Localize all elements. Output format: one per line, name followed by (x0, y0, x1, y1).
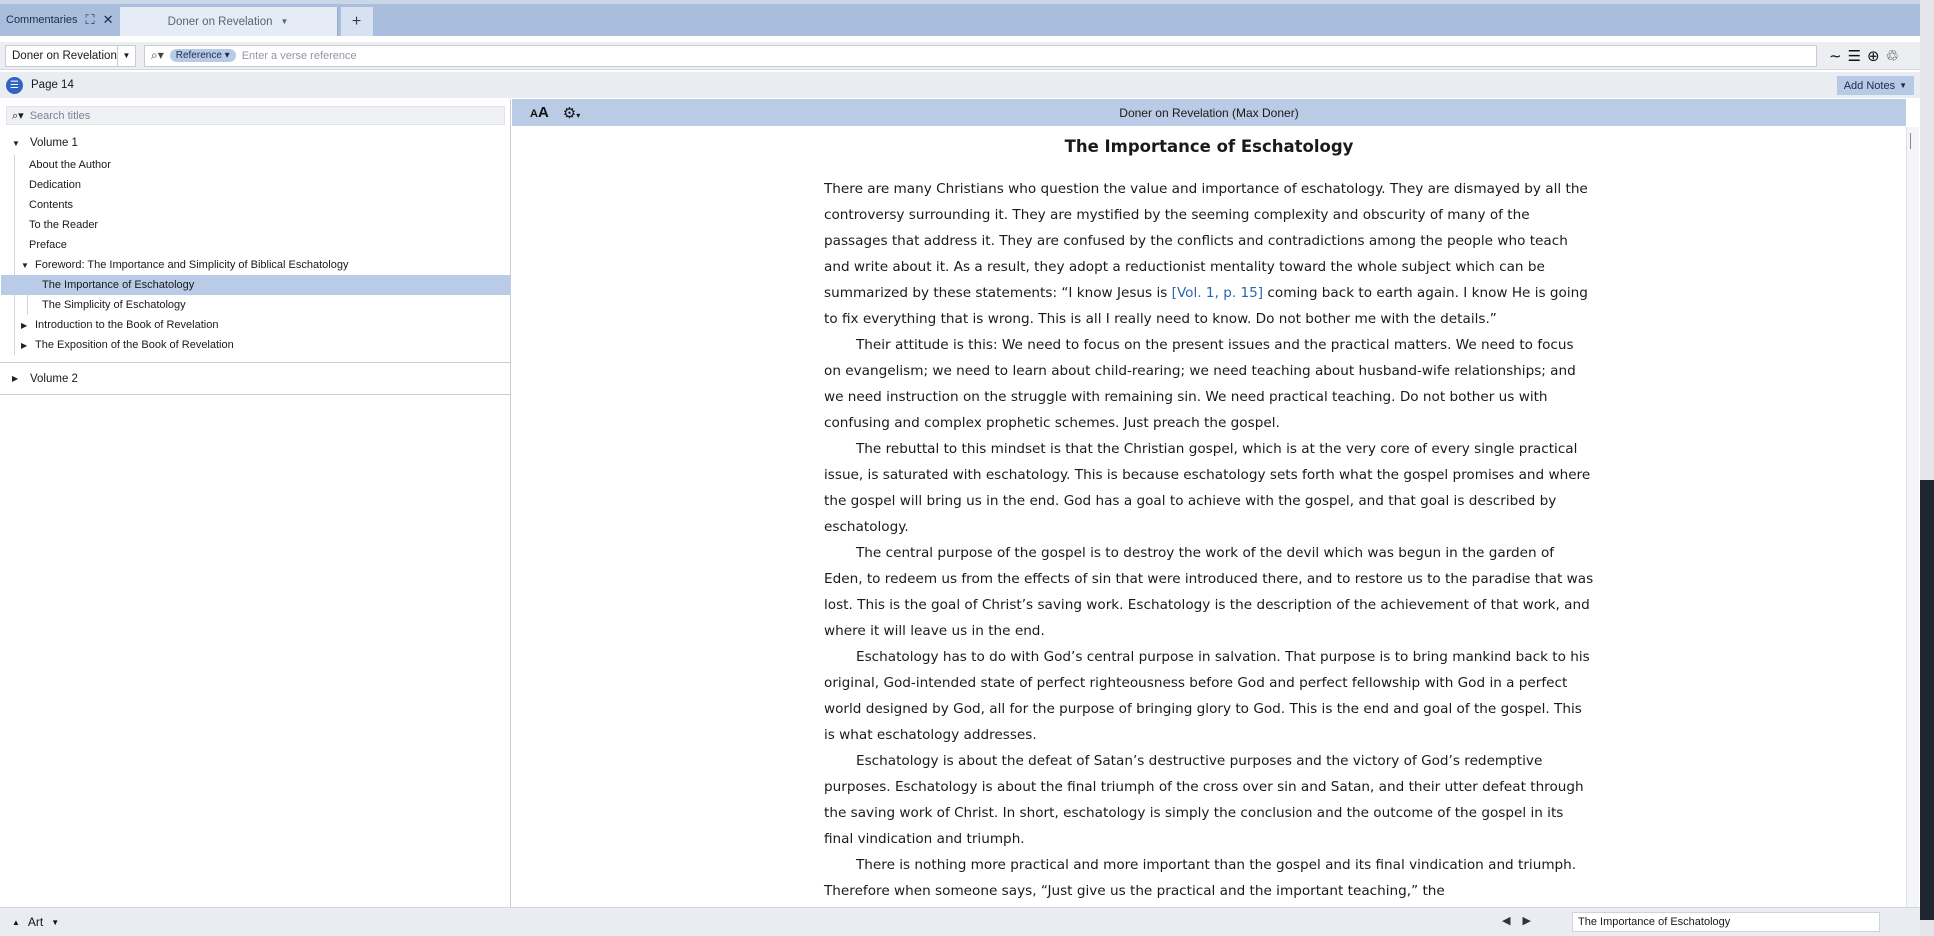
chevron-down-icon[interactable]: ▼ (280, 17, 289, 26)
bottom-bar (0, 907, 1920, 936)
resource-name: Doner on Revelation (12, 49, 117, 62)
scroll-thumb[interactable] (1910, 133, 1916, 149)
collapse-triangle-icon[interactable]: ▲ (12, 917, 20, 927)
paragraph-text: There are many Christians who question the value and importance of eschatology. They are dismayed by all the controversy surrounding it. They are mystified by the seeming complexity and obscurity of many of the passages that address it. They are confused by the conflicts and contradictions among the people who teach and write about it. As a result, they adopt a reductionist mentality toward the whole subject which can be summarized by these statements: “I know Jesus is (824, 181, 1588, 301)
expanded-triangle-icon[interactable]: ▼ (12, 138, 20, 148)
toc-item-dedication[interactable]: Dedication (29, 179, 81, 191)
introduction-label: Introduction to the Book of Revelation (35, 319, 219, 331)
search-icon[interactable]: ⌕▾ (12, 109, 24, 122)
toc-item-introduction[interactable] (15, 315, 510, 335)
collapsed-triangle-icon[interactable]: ▶ (21, 320, 28, 330)
new-tab-button[interactable]: + (341, 7, 373, 36)
art-label: Art (27, 915, 44, 929)
collapsed-triangle-icon[interactable]: ▶ (21, 340, 28, 350)
title-search[interactable] (6, 106, 505, 125)
reference-type-pill[interactable]: Reference ▾ (170, 49, 236, 62)
search-titles-input[interactable] (30, 110, 504, 122)
chevron-down-icon: ▼ (1899, 81, 1907, 90)
gear-icon[interactable]: ⚙▾ (562, 104, 581, 122)
font-size-button[interactable]: AA (530, 104, 549, 121)
toc-item-importance-of-eschatology[interactable]: The Importance of Eschatology (1, 275, 510, 295)
article-heading: The Importance of Eschatology (1064, 137, 1354, 156)
toc-item-contents[interactable]: Contents (29, 199, 74, 211)
nav-arrows (1502, 914, 1531, 927)
window-edge (1920, 0, 1934, 936)
toc-item-simplicity-of-eschatology[interactable]: The Simplicity of Eschatology (42, 299, 186, 311)
table-of-contents (0, 99, 511, 907)
visual-filter-icon[interactable]: ∼ (1829, 47, 1842, 65)
toc-item-about-author[interactable]: About the Author (29, 159, 111, 171)
toc-tree (0, 133, 510, 363)
paragraph: Eschatology has to do with God’s central purpose in salvation. That purpose is to bring mankind back to his original, God-intended state of perfect righteousness before God and perfect fellowship with God in a perfect world designed by God, all for the purpose of bringing glory to God. This is the end and goal of the gospel. This is what eschatology addresses. (824, 649, 1590, 743)
paragraph (824, 176, 1594, 332)
reference-box[interactable] (144, 45, 1817, 67)
reader-title: Doner on Revelation (Max Doner) (1119, 105, 1299, 120)
toolbar-icons (1829, 47, 1899, 65)
add-notes-button[interactable] (1837, 76, 1914, 95)
collapsed-triangle-icon[interactable]: ▶ (12, 374, 19, 383)
foreword-label: Foreword: The Importance and Simplicity of Biblical Eschatology (35, 259, 349, 271)
reference-pill-label: Reference (175, 50, 222, 61)
reader-pane (512, 99, 1906, 907)
toolbar (0, 42, 1934, 70)
paragraph: There is nothing more practical and more important than the gospel and its final vindication and triumph. Therefore when someone says, “Just give us the practical and the important teaching,” the (824, 857, 1577, 899)
paragraph: The rebuttal to this mindset is that the Christian gospel, which is at the very core of every single practical issue, is saturated with eschatology. This is because eschatology sets forth what the gospel promises and where the gospel will bring us in the end. God has a goal to achieve with the gospel, and that goal is described by eschatology. (824, 441, 1591, 535)
location-box[interactable]: The Importance of Eschatology (1572, 912, 1880, 932)
page-reference-link[interactable]: [Vol. 1, p. 15] (1171, 285, 1264, 301)
expanded-triangle-icon[interactable]: ▼ (21, 260, 29, 270)
foreword-children (27, 275, 510, 315)
article (824, 137, 1594, 904)
paragraph: Their attitude is this: We need to focus on the present issues and the practical matters. We need to focus on evangelism; we need to learn about child-rearing; we need teaching about husband-wife relationships; and we need instruction on the struggle with remaining sin. We need practical teaching. Do not bother us with confusing and complex prophetic schemes. Just preach the gospel. (824, 337, 1576, 431)
toc-toggle-icon[interactable]: ☰ (6, 77, 23, 94)
toc-volume-1[interactable] (0, 133, 510, 153)
reference-input[interactable] (242, 50, 1816, 62)
exposition-label: The Exposition of the Book of Revelation (35, 339, 234, 351)
close-icon[interactable]: ✕ (102, 12, 114, 27)
paragraph: Eschatology is about the defeat of Satan’s destructive purposes and the victory of God’s redemptive purposes. Eschatology is about the final triumph of the cross over sin and Satan, and their utter defeat through the saving work of Christ. In short, eschatology is simply the conclusion and the outcome of the gospel in its final vindication and triumph. (824, 753, 1584, 847)
toc-item-preface[interactable]: Preface (29, 239, 67, 251)
tab-group-commentaries[interactable] (0, 4, 120, 36)
tab-label: Doner on Revelation (167, 15, 273, 28)
search-icon[interactable]: ⌕▾ (151, 48, 164, 62)
chevron-down-icon[interactable]: ▼ (117, 46, 135, 66)
art-button[interactable] (12, 915, 59, 929)
maximize-icon[interactable]: ⛶ (85, 12, 95, 27)
next-arrow-icon[interactable]: ▶ (1522, 915, 1531, 927)
scrollbar[interactable] (1906, 127, 1919, 907)
paragraph-text: coming back to earth again. I know He is going to fix everything that is wrong. This is all I really need to know. Do not bother me with the details.” (824, 285, 1588, 327)
toc-item-foreword[interactable] (15, 255, 510, 275)
add-notes-label: Add Notes (1843, 79, 1896, 92)
previous-arrow-icon[interactable]: ◀ (1502, 915, 1511, 927)
tab-group-label: Commentaries (6, 14, 78, 26)
page-bar (0, 72, 1934, 98)
volume-label: Volume 1 (30, 137, 78, 149)
list-icon[interactable]: ☰ (1847, 47, 1862, 65)
add-panel-icon[interactable]: ⊕ (1867, 47, 1880, 65)
paragraph: The central purpose of the gospel is to destroy the work of the devil which was begun in the garden of Eden, to redeem us from the effects of sin that were introduced there, and to restore us to the paradise that was lost. This is the goal of Christ’s saving work. Eschatology is the description of the achievement of that work, and where it will leave us in the end. (824, 545, 1594, 639)
tab-bar (0, 4, 1934, 36)
toc-item-to-the-reader[interactable]: To the Reader (29, 219, 99, 231)
toc-item-exposition[interactable] (15, 335, 510, 355)
tab-doner-on-revelation[interactable] (120, 7, 338, 36)
page-number: Page 14 (31, 79, 74, 91)
reader-header (512, 99, 1906, 126)
volume-1-children (14, 155, 510, 355)
toc-volume-2[interactable] (0, 363, 510, 395)
background-window (1920, 480, 1934, 920)
recycle-icon[interactable]: ♲ (1885, 47, 1900, 65)
resource-selector[interactable] (5, 45, 136, 67)
chevron-down-icon[interactable]: ▼ (51, 917, 60, 927)
volume-label: Volume 2 (30, 372, 78, 385)
